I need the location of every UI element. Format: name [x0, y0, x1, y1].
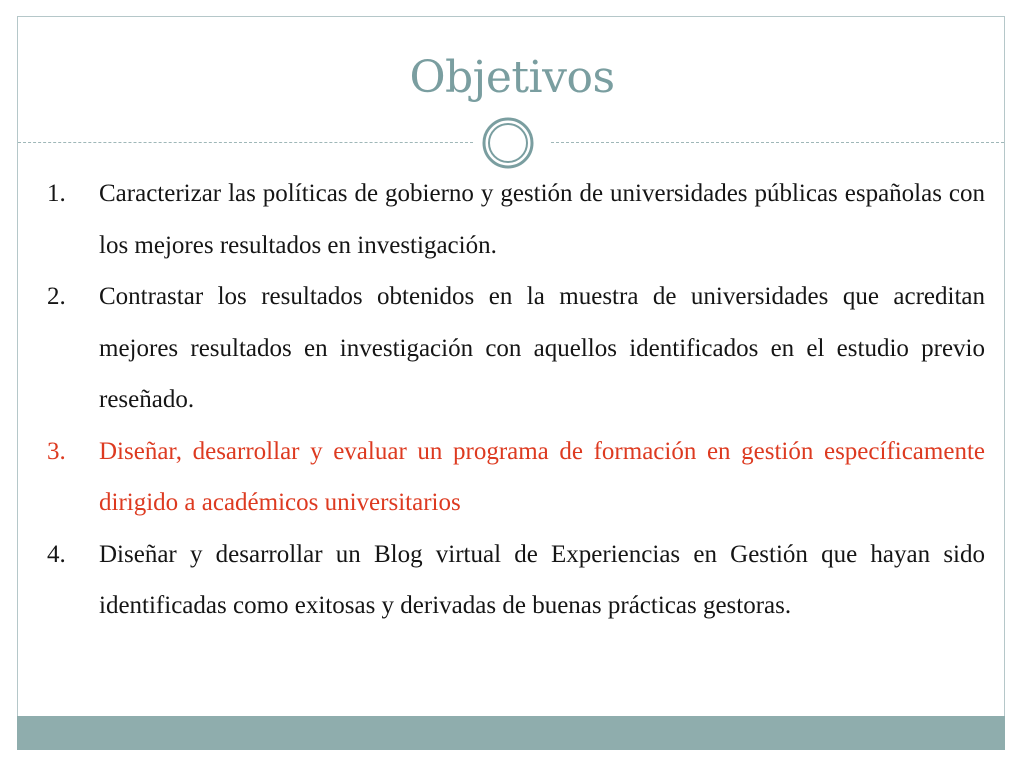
objective-item — [42, 529, 985, 632]
footer-bar — [17, 716, 1005, 750]
objective-number: 1. — [47, 180, 66, 207]
objective-item — [42, 168, 985, 271]
objective-number: 3. — [47, 437, 66, 465]
objective-text: Diseñar y desarrollar un Blog virtual de Experiencias en Gestión que hayan sido identificadas como exitosas y derivadas de buenas prácticas gestoras. — [99, 540, 985, 619]
concentric-circles-icon — [482, 117, 534, 169]
objective-item — [42, 271, 985, 426]
objectives-list — [42, 168, 985, 632]
objective-number: 2. — [47, 283, 66, 310]
objective-text: Diseñar, desarrollar y evaluar un programa de formación en gestión específicamente dirigido a académicos universitarios — [99, 437, 985, 516]
slide-title: Objetivos — [409, 52, 615, 103]
objective-text: Caracterizar las políticas de gobierno y gestión de universidades públicas españolas con los mejores resultados en investigación. — [99, 180, 985, 259]
title-divider-right — [551, 142, 1004, 143]
objective-text: Contrastar los resultados obtenidos en la muestra de universidades que acreditan mejores resultados en investigación con aquellos identificados en el estudio previo reseñado. — [99, 283, 985, 413]
objective-number: 4. — [47, 540, 66, 568]
title-divider-left — [18, 142, 473, 143]
objective-item-highlighted — [42, 426, 985, 529]
